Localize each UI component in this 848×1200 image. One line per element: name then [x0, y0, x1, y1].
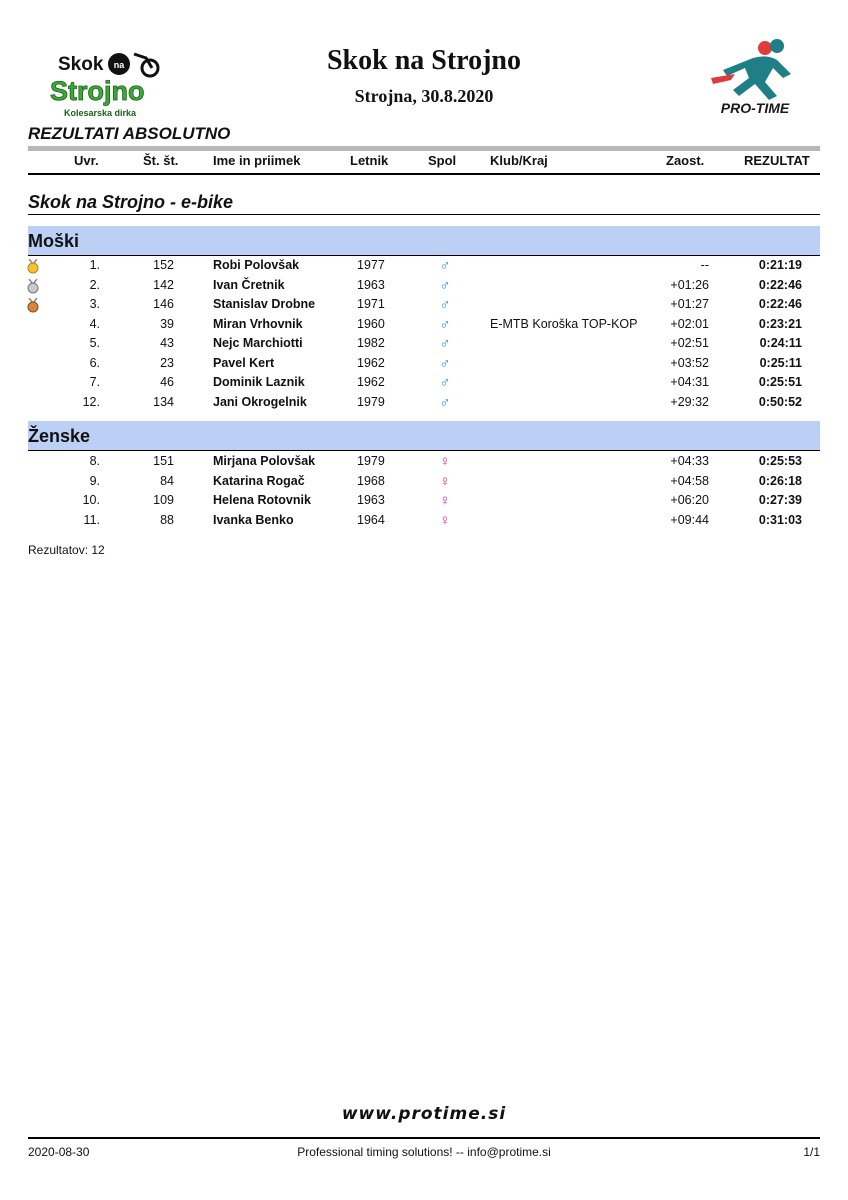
silver-medal-icon	[26, 279, 40, 294]
cell-result: 0:25:53	[758, 454, 802, 468]
footer-date: 2020-08-30	[28, 1145, 90, 1159]
table-row	[28, 315, 820, 335]
cell-bib: 146	[153, 297, 174, 311]
male-icon: ♂	[439, 276, 451, 294]
male-icon: ♂	[439, 354, 451, 372]
cell-bib: 88	[160, 512, 174, 527]
cell-result: 0:26:18	[758, 473, 802, 488]
cell-name: Stanislav Drobne	[213, 297, 316, 311]
bronze-medal-icon	[26, 298, 40, 313]
cell-gap: +04:33	[670, 454, 709, 468]
male-icon: ♂	[439, 315, 451, 333]
cell-result: 0:31:03	[758, 512, 802, 527]
cell-name: Mirjana Polovšak	[213, 454, 316, 468]
cell-year: 1964	[357, 512, 385, 527]
table-row	[28, 452, 820, 472]
col-bib: Št. št.	[143, 153, 179, 168]
cell-rank: 2.	[89, 277, 100, 292]
category-title: Skok na Strojno - e-bike	[28, 190, 820, 215]
col-year: Letnik	[350, 153, 389, 168]
table-row	[28, 354, 820, 374]
cell-year: 1982	[357, 336, 385, 350]
cell-rank: 10.	[82, 493, 100, 507]
table-row	[28, 276, 820, 296]
male-icon: ♂	[439, 296, 451, 313]
cell-rank: 11.	[83, 512, 100, 527]
group-women-label: Ženske	[28, 426, 91, 446]
document-type: REZULTATI ABSOLUTNO	[28, 124, 231, 143]
table-row	[28, 295, 820, 315]
cell-year: 1963	[357, 277, 385, 292]
cell-name: Katarina Rogač	[213, 473, 305, 488]
male-icon: ♂	[439, 257, 451, 274]
logo-na: na	[113, 60, 125, 70]
table-header	[28, 153, 820, 175]
page-title: Skok na Strojno	[326, 45, 521, 76]
cell-result: 0:25:11	[759, 355, 802, 370]
cell-rank: 6.	[89, 355, 100, 370]
cell-result: 0:22:46	[758, 277, 802, 292]
group-men-label: Moški	[28, 231, 80, 251]
cell-name: Nejc Marchiotti	[213, 336, 303, 350]
cell-gap: +03:52	[670, 355, 709, 370]
cell-bib: 152	[153, 258, 174, 272]
cell-gap: +01:26	[670, 277, 709, 292]
cell-bib: 23	[160, 355, 174, 370]
cell-year: 1962	[357, 355, 385, 370]
cell-bib: 46	[160, 375, 174, 389]
footer-contact: Professional timing solutions! -- info@protime.si	[297, 1145, 551, 1159]
cell-name: Pavel Kert	[213, 355, 275, 370]
cell-year: 1977	[357, 258, 385, 272]
cell-name: Helena Rotovnik	[213, 493, 311, 507]
cell-rank: 9.	[89, 473, 100, 488]
cell-gap: +01:27	[670, 297, 709, 311]
cell-rank: 5.	[89, 336, 100, 350]
gold-medal-icon	[26, 259, 40, 274]
col-name: Ime in priimek	[213, 153, 301, 168]
female-icon: ♀	[439, 511, 451, 529]
cell-bib: 134	[153, 394, 174, 409]
cell-year: 1962	[357, 375, 385, 389]
cell-rank: 4.	[89, 316, 100, 331]
cell-rank: 7.	[89, 375, 100, 389]
cell-year: 1968	[357, 473, 385, 488]
cell-result: 0:25:51	[758, 375, 802, 389]
cell-year: 1963	[357, 493, 385, 507]
male-icon: ♂	[439, 393, 451, 411]
male-icon: ♂	[439, 374, 451, 391]
col-result: REZULTAT	[744, 153, 810, 168]
cell-gap: +02:51	[670, 336, 709, 350]
cell-gap: +09:44	[670, 512, 709, 527]
logo-line2: Strojno	[50, 76, 145, 106]
cell-gap: +02:01	[670, 316, 709, 331]
footer-website-link[interactable]: www.protime.si	[341, 1104, 507, 1124]
logo-tagline: Kolesarska dirka	[64, 108, 137, 118]
cell-gap: +04:58	[670, 473, 709, 488]
female-icon: ♀	[439, 453, 451, 470]
protime-logo-text: PRO-TIME	[720, 100, 790, 116]
female-icon: ♀	[439, 492, 451, 509]
cell-bib: 151	[153, 454, 174, 468]
cell-name: Miran Vrhovnik	[213, 316, 303, 331]
results-count: Rezultatov: 12	[28, 543, 105, 557]
cell-year: 1971	[357, 297, 385, 311]
logo-line1: Skok	[58, 54, 104, 75]
table-row	[28, 373, 820, 393]
footer-divider	[28, 1137, 820, 1139]
cell-gap: +29:32	[670, 394, 709, 409]
group-men-header	[28, 226, 820, 256]
cell-year: 1979	[357, 454, 385, 468]
page-subtitle: Strojna, 30.8.2020	[354, 86, 494, 106]
cell-year: 1979	[357, 394, 385, 409]
cell-name: Ivanka Benko	[213, 512, 294, 527]
cell-rank: 1.	[89, 258, 100, 272]
cell-name: Jani Okrogelnik	[213, 394, 307, 409]
cell-rank: 8.	[89, 454, 100, 468]
cell-bib: 39	[160, 316, 174, 331]
cell-bib: 142	[153, 277, 174, 292]
cell-result: 0:23:21	[758, 316, 802, 331]
cell-result: 0:22:46	[758, 297, 802, 311]
cell-year: 1960	[357, 316, 385, 331]
cell-result: 0:50:52	[758, 394, 802, 409]
male-icon: ♂	[439, 335, 451, 352]
col-sex: Spol	[428, 153, 457, 168]
table-row	[28, 393, 820, 413]
table-row	[28, 334, 820, 354]
cell-result: 0:27:39	[758, 493, 802, 507]
col-gap: Zaost.	[666, 153, 705, 168]
cell-bib: 43	[160, 336, 174, 350]
cell-name: Robi Polovšak	[213, 258, 300, 272]
cell-name: Dominik Laznik	[213, 375, 305, 389]
table-row	[28, 491, 820, 511]
female-icon: ♀	[439, 472, 451, 490]
cell-bib: 84	[160, 473, 174, 488]
cell-name: Ivan Čretnik	[213, 277, 285, 292]
page-number: 1/1	[803, 1145, 820, 1159]
cell-result: 0:24:11	[759, 336, 802, 350]
group-women-header	[28, 421, 820, 451]
cell-gap: +06:20	[670, 493, 709, 507]
cell-gap: --	[700, 258, 709, 272]
table-row	[28, 256, 820, 276]
cell-gap: +04:31	[670, 375, 709, 389]
cell-result: 0:21:19	[758, 258, 802, 272]
table-row	[28, 472, 820, 492]
cell-rank: 12.	[82, 394, 100, 409]
cell-rank: 3.	[89, 297, 100, 311]
col-rank: Uvr.	[74, 153, 99, 168]
col-club: Klub/Kraj	[490, 153, 548, 168]
cell-club: E-MTB Koroška TOP-KOP	[490, 316, 638, 331]
header-divider	[28, 146, 820, 151]
table-row	[28, 511, 820, 531]
cell-bib: 109	[153, 493, 174, 507]
